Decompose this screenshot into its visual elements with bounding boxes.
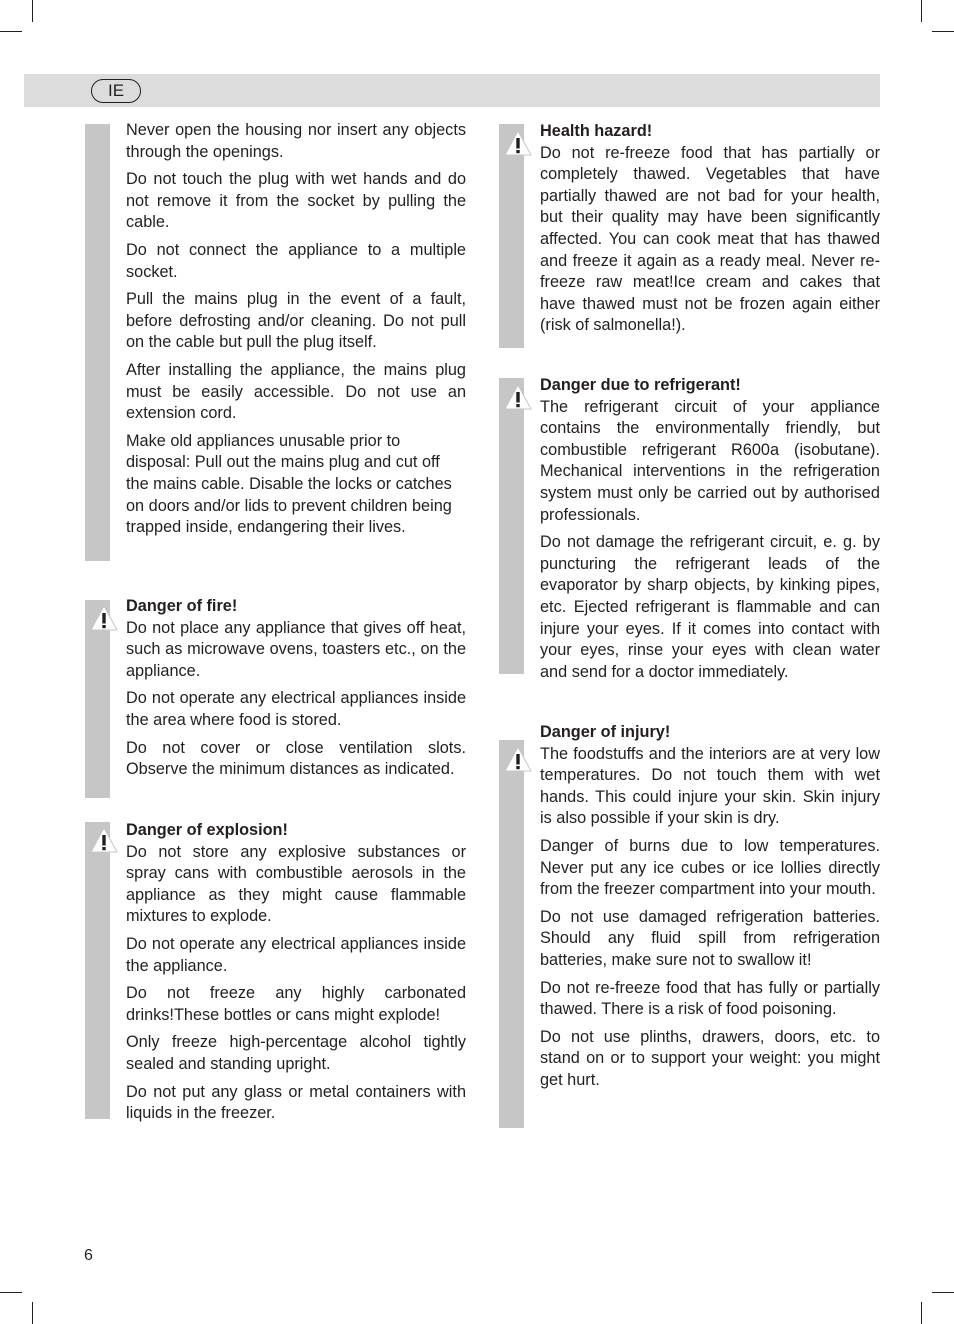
section-bar-explosion	[85, 822, 110, 1119]
section-bar-refrigerant	[499, 378, 524, 674]
section-heading: Danger of fire!	[126, 597, 238, 615]
section-heading: Danger of explosion!	[126, 821, 288, 839]
crop-mark	[32, 1302, 33, 1324]
warning-icon	[504, 746, 532, 772]
paragraph: Do not freeze any highly carbonated drinks!These bottles or cans might explode!	[126, 984, 466, 1024]
crop-mark	[32, 0, 33, 22]
fire-section	[126, 596, 466, 781]
refrigerant-section	[540, 375, 880, 683]
paragraph: Do not cover or close ventilation slots. Observe the minimum distances as indicated.	[126, 738, 466, 779]
crop-mark	[932, 1292, 954, 1293]
warning-icon	[504, 384, 532, 410]
paragraph: Make old appliances unusable prior to disposal: Pull out the mains plug and cut off the mains cable. Disable the locks or catches on doors and/or lids to prevent children being trapped inside, endangering their lives.	[126, 431, 452, 537]
paragraph: Do not re-freeze food that has partially or completely thawed. Vegetables that have partially thawed are not bad for your health, but their quality may have been significantly affected. You can cook meat that has thawed and freeze it again as a ready meal. Never re-freeze raw meat!Ice cream and cakes that have thawed must not be frozen again either (risk of salmonella!).	[540, 143, 880, 335]
section-heading: Danger of injury!	[540, 723, 671, 741]
paragraph: Do not use damaged refrigeration batteries. Should any fluid spill from refrigeration batteries, make sure not to swallow it!	[540, 907, 880, 969]
crop-mark	[921, 1302, 922, 1324]
crop-mark	[921, 0, 922, 22]
general-safety-section	[126, 120, 466, 539]
paragraph: Pull the mains plug in the event of a fault, before defrosting and/or cleaning. Do not pull on the cable but pull the plug itself.	[126, 290, 466, 352]
section-bar-health	[499, 124, 524, 348]
warning-icon	[504, 130, 532, 156]
crop-mark	[932, 31, 954, 32]
header-band	[24, 74, 880, 107]
paragraph: Do not damage the refrigerant circuit, e. g. by puncturing the refrigerant leads of the evaporator by sharp objects, by kinking pipes, etc. Ejected refrigerant is flammable and can injure your eyes. If it comes into contact with your eyes, rinse your eyes with clean water and send for a doctor immediately.	[540, 533, 880, 681]
crop-mark	[0, 1292, 22, 1293]
paragraph: Do not touch the plug with wet hands and do not remove it from the socket by pulling the cable.	[126, 170, 466, 232]
paragraph: The refrigerant circuit of your appliance contains the environmentally friendly, but combustible refrigerant R600a (isobutane). Mechanical interventions in the refrigeration system must only be carried out by authorised professionals.	[540, 397, 880, 524]
section-bar-injury	[499, 740, 524, 1128]
paragraph: The foodstuffs and the interiors are at very low temperatures. Do not touch them with wet hands. This could injure your skin. Skin injury is also possible if your skin is dry.	[540, 744, 880, 828]
section-heading: Danger due to refrigerant!	[540, 376, 741, 394]
paragraph: Do not use plinths, drawers, doors, etc. to stand on or to support your weight: you might get hurt.	[540, 1027, 880, 1089]
health-section	[540, 121, 880, 337]
paragraph: Never open the housing nor insert any objects through the openings.	[126, 121, 466, 161]
paragraph: Do not place any appliance that gives off heat, such as microwave ovens, toasters etc., on the appliance.	[126, 618, 466, 680]
section-bar-general	[85, 124, 110, 561]
paragraph: Do not put any glass or metal containers with liquids in the freezer.	[126, 1082, 466, 1123]
paragraph: Do not connect the appliance to a multiple socket.	[126, 240, 466, 281]
paragraph: Do not re-freeze food that has fully or partially thawed. There is a risk of food poisoning.	[540, 978, 880, 1019]
language-badge: IE	[91, 79, 141, 103]
paragraph: After installing the appliance, the mains plug must be easily accessible. Do not use an extension cord.	[126, 360, 466, 423]
paragraph: Do not operate any electrical appliances inside the area where food is stored.	[126, 689, 466, 729]
injury-section	[540, 722, 880, 1092]
page-number: 6	[84, 1247, 93, 1264]
warning-icon	[90, 605, 118, 631]
explosion-section	[126, 820, 466, 1125]
paragraph: Do not store any explosive substances or spray cans with combustible aerosols in the appliance as they might cause flammable mixtures to explode.	[126, 842, 466, 926]
section-heading: Health hazard!	[540, 122, 653, 140]
warning-icon	[90, 827, 118, 853]
crop-mark	[0, 31, 22, 32]
paragraph: Danger of burns due to low temperatures. Never put any ice cubes or ice lollies directly from the freezer compartment into your mouth.	[540, 836, 880, 899]
paragraph: Only freeze high-percentage alcohol tightly sealed and standing upright.	[126, 1033, 466, 1073]
paragraph: Do not operate any electrical appliances inside the appliance.	[126, 934, 466, 975]
